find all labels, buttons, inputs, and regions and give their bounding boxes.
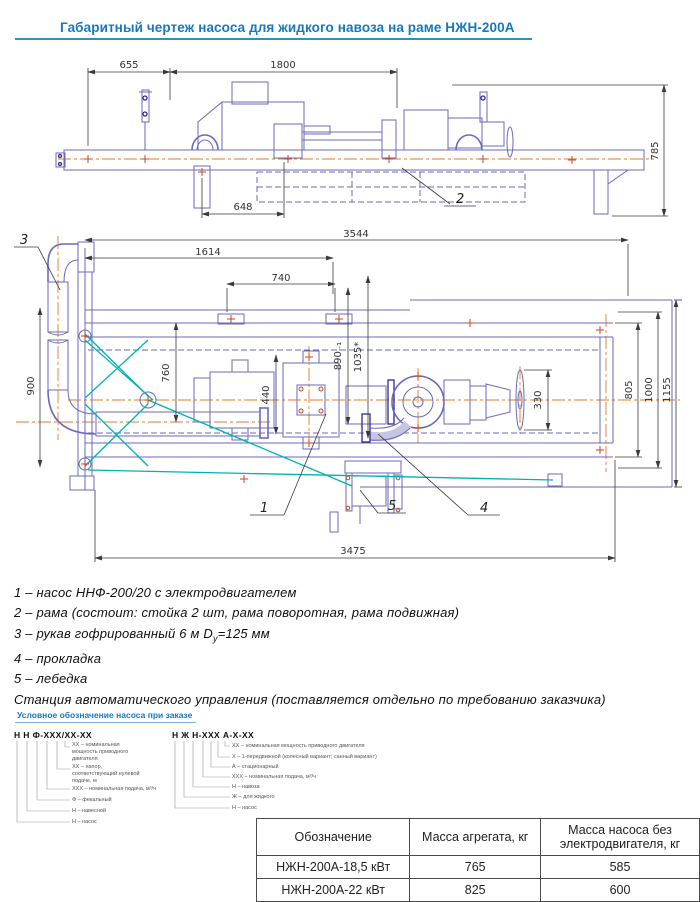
designation-item: XX – номинальная мощность приводного двигателя xyxy=(72,742,129,762)
table-row xyxy=(257,879,700,902)
dim-648: 648 xyxy=(233,202,253,213)
cell-designation: НЖН-200А-22 кВт xyxy=(257,879,410,902)
dim-1000: 1000 xyxy=(644,377,655,403)
designation-item: X – 1-передвижной (колесный вариант; санный вариант) xyxy=(232,754,377,760)
page-title: Габаритный чертеж насоса для жидкого навоза на раме НЖН-200А xyxy=(15,20,532,40)
designation-item: XXX – номинальная подача, м³/ч xyxy=(232,774,316,780)
designation-item: Н – насос xyxy=(72,819,97,825)
winch xyxy=(330,461,402,532)
col-unit-mass: Масса агрегата, кг xyxy=(410,819,541,856)
designation-tree-left xyxy=(14,730,174,828)
designation-item: XX – номинальная мощность приводного двигателя xyxy=(232,743,365,749)
dim-1035: 1035* xyxy=(353,341,364,373)
parts-item-5: 5 – лебедка xyxy=(14,671,88,687)
designation-item: Ж – для жидкого xyxy=(232,794,275,800)
cell-unit-mass: 765 xyxy=(410,856,541,879)
cell-designation: НЖН-200А-18,5 кВт xyxy=(257,856,410,879)
dim-655: 655 xyxy=(119,60,139,71)
mass-table xyxy=(256,818,700,902)
callout-frame: 2 xyxy=(456,192,465,207)
designation-code-nzhn: Н Ж Н-XXX А-Х-XX xyxy=(172,730,255,740)
designation-item: Н – навесной xyxy=(72,808,107,814)
axis-markers xyxy=(84,155,576,176)
table-row xyxy=(257,856,700,879)
side-frame xyxy=(56,90,654,214)
callout-hose: 3 xyxy=(20,233,29,248)
callout-winch: 5 xyxy=(388,499,397,514)
parts-list xyxy=(14,583,690,710)
parts-item-4: 4 – прокладка xyxy=(14,650,102,666)
designation-item: Н – навоза xyxy=(232,784,260,790)
designation-item: Н – насос xyxy=(232,805,257,811)
designation-item: А – стационарный xyxy=(232,764,279,770)
designation-header: Условное обозначение насоса при заказе xyxy=(15,710,196,723)
designation-item: XX – напор, соответствующий нулевой подаче, м xyxy=(72,764,140,784)
dim-760: 760 xyxy=(161,363,172,383)
winch-cables xyxy=(85,334,562,486)
plan-view-drawing xyxy=(8,228,692,580)
plan-dimensions xyxy=(26,229,682,562)
designation-item: XXX – номинальная подача, м³/ч xyxy=(72,786,156,792)
cell-pump-mass: 600 xyxy=(541,879,700,902)
dim-900: 900 xyxy=(26,376,37,396)
callout-pump: 1 xyxy=(260,501,269,516)
parts-note: Станция автоматического управления (поставляется отдельно по требованию заказчика) xyxy=(14,691,606,707)
col-pump-mass: Масса насоса без электродвигателя, кг xyxy=(541,819,700,856)
parts-item-2: 2 – рама (состоит: стойка 2 шт, рама поворотная, рама подвижная) xyxy=(14,605,460,621)
col-designation: Обозначение xyxy=(257,819,410,856)
cell-unit-mass: 825 xyxy=(410,879,541,902)
cell-pump-mass: 585 xyxy=(541,856,700,879)
side-dimensions xyxy=(88,60,668,218)
callout-gasket: 4 xyxy=(480,501,489,516)
dim-785: 785 xyxy=(650,141,661,161)
table-header-row xyxy=(257,819,700,856)
dim-1614: 1614 xyxy=(195,247,221,258)
dim-1155: 1155 xyxy=(662,377,673,403)
dim-1800: 1800 xyxy=(270,60,296,71)
designation-code-nnf: Н Н Ф-XXX/XX-XX xyxy=(14,730,92,740)
dim-805: 805 xyxy=(624,380,635,400)
dim-440: 440 xyxy=(261,385,272,405)
dim-330: 330 xyxy=(533,390,544,410)
dim-740: 740 xyxy=(271,273,291,284)
dim-3475: 3475 xyxy=(340,546,366,557)
side-view-drawing xyxy=(52,56,692,228)
designation-tree-right xyxy=(172,730,377,828)
plan-axis-markers xyxy=(81,315,604,483)
parts-item-1: 1 – насос ННФ-200/20 с электродвигателем xyxy=(14,585,297,600)
parts-item-3: 3 – рукав гофрированный 6 м $D_у=125$ мм xyxy=(14,625,270,644)
side-machinery xyxy=(84,82,576,176)
designation-item: Ф – фекальный xyxy=(72,797,112,803)
dim-890: 890₋₁ xyxy=(333,341,344,371)
dim-3544: 3544 xyxy=(343,229,369,240)
